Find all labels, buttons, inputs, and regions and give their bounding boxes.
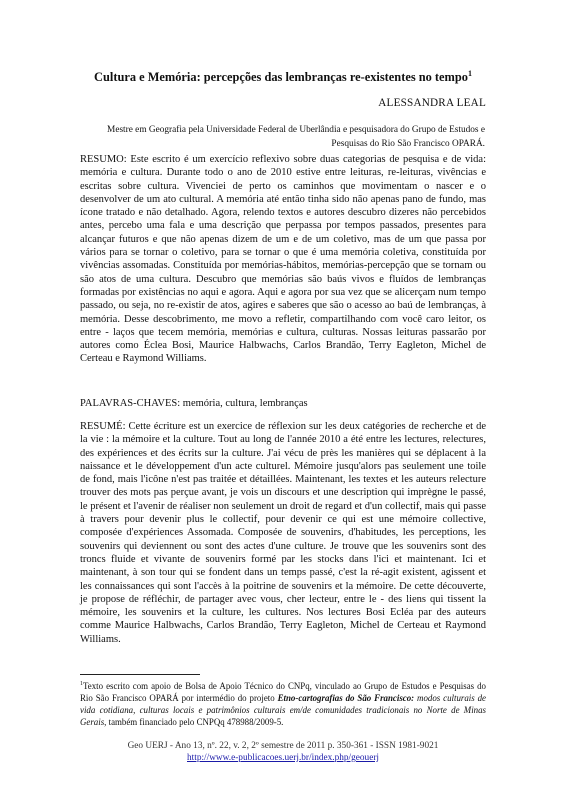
keywords: PALAVRAS-CHAVES: memória, cultura, lembranças [80, 398, 308, 409]
footnote-text-part1: Texto escrito com apoio de Bolsa de Apoio Técnico do CNPq, vinculado ao Grupo de Estudos e Pesquisas do Rio São Francisco OPARÁ por intermédio do projeto [80, 681, 486, 703]
title-footnote-marker[interactable]: 1 [467, 68, 472, 78]
author-affiliation [95, 124, 485, 151]
journal-url-link[interactable]: http://www.e-publicacoes.uerj.br/index.php/geouerj [187, 753, 379, 763]
journal-citation: Geo UERJ - Ano 13, nº. 22, v. 2, 2º semestre de 2011 p. 350-361 - ISSN 1981-9021 [127, 741, 439, 751]
footnote [80, 680, 486, 728]
article-title [0, 70, 566, 85]
abstract-french: RESUMÉ: Cette écriture est un exercice de réflexion sur les deux catégories de recherche et de la vie : la mémoire et la culture. Tout au long de l'année 2010 a été entre les lectures, relectures, des expériences et des écrits sur la culture. J'ai vécu de près les manières qui se déplacent à la naissance et le développement d'un acte culturel. Mémoire jusqu'alors pas seulement une toile de fond, mais l'icône n'est pas traitée et détaillées. Maintenant, les textes et les auteurs relecture trouver des mots pas perçue avant, je vois un discours et une description qui imprègne le passé, le présent et l'avenir de réaliser non seulement un droit de regard et d'un collectif, mais qui passe à travers pour devenir plus le collectif, pour devenir ce qui est une mémoire collective, composée d'expériences Assomada. Composée de souvenirs, d'habitudes, les perceptions, les souvenirs qui deviennent ou sont des actes d'une culture. Je trouve que les souvenirs sont des troncs fluide et vivante de souvenirs formé par les stocks dans l'ici et maintenant. Ici et maintenant, à son tour qui se fondent dans un temps passé, c'est la ré-agit existent, agissent et les connaissances qui sont l'accès à la poitrine de souvenirs et la mémoire. De cette découverte, je propose de réfléchir, de partager avec vous, cher lecteur, entre le - des liens qui tissent la mémoire, les souvenirs et la culture, les cultures. Nos lectures Bosi Ecléa par des auteurs comme Maurice Halbwachs, Carlos Brandão, Terry Eagleton, Michel de Certeau et Raymond Williams. [80, 421, 486, 645]
footnote-marker: 1 [80, 681, 83, 688]
author-name: ALESSANDRA LEAL [378, 97, 486, 109]
footnote-project-title: Etno-cartografias do São Francisco: [277, 693, 415, 703]
footnote-project-subtitle: modos culturais de vida cotidiana, culturas locais e patrimônios culturais em/de comunidades tradicionais no Norte de Minas Gerais [80, 693, 486, 727]
affiliation-line-2: Pesquisas do Rio São Francisco OPARÁ. [331, 138, 485, 149]
abstract-portuguese: RESUMO: Este escrito é um exercício reflexivo sobre duas categorias de pesquisa e de vida: memória e cultura. Durante todo o ano de 2010 estive entre leituras, re-leituras, vivências e escritas sobre cultura. Vivenciei de perto os caminhos que movimentam o nascer e o desenvolver de um ato cultural. A memória até então tinha sido não apenas pano de fundo, mas ícone tratado e não detalhado. Agora, relendo textos e autores descubro dizeres não percebidos antes, percebo uma fala e uma descrição que perpassa por tempos passados, presentes para alcançar futuros e que não apenas dizem de um e de um coletivo, mas de um que passa por vários para se tornar o coletivo, para se tornar o que é uma memória coletiva, constituída por vivências assomadas. Constituída por memórias-hábitos, memórias-percepção que se tornam ou são atos de uma cultura. Descubro que memórias são baús vivos e fluídos de lembranças formadas por existências no aqui e agora. Aqui e agora por sua vez que se alicerçam num tempo passado, ou seja, no re-existir de atos, agires e saberes que são o acesso ao baú de lembranças, à memória. Desse descobrimento, me movo a refletir, compartilhando com você caro leitor, os entre - laços que tecem memória, memórias e cultura, culturas. Nossas leituras passarão por autores como Éclea Bosi, Maurice Halbwachs, Carlos Brandão, Terry Eagleton, Michel de Certeau e Raymond Williams. [80, 154, 486, 365]
footnote-text-part2: , também financiado pelo CNPQq 478988/2009-5. [104, 717, 284, 727]
affiliation-line-1: Mestre em Geografia pela Universidade Federal de Uberlândia e pesquisadora do Grupo de Estudos e [107, 125, 485, 135]
page-footer [0, 740, 566, 764]
footnote-divider [80, 674, 200, 675]
title-text: Cultura e Memória: percepções das lembranças re-existentes no tempo [94, 70, 468, 84]
